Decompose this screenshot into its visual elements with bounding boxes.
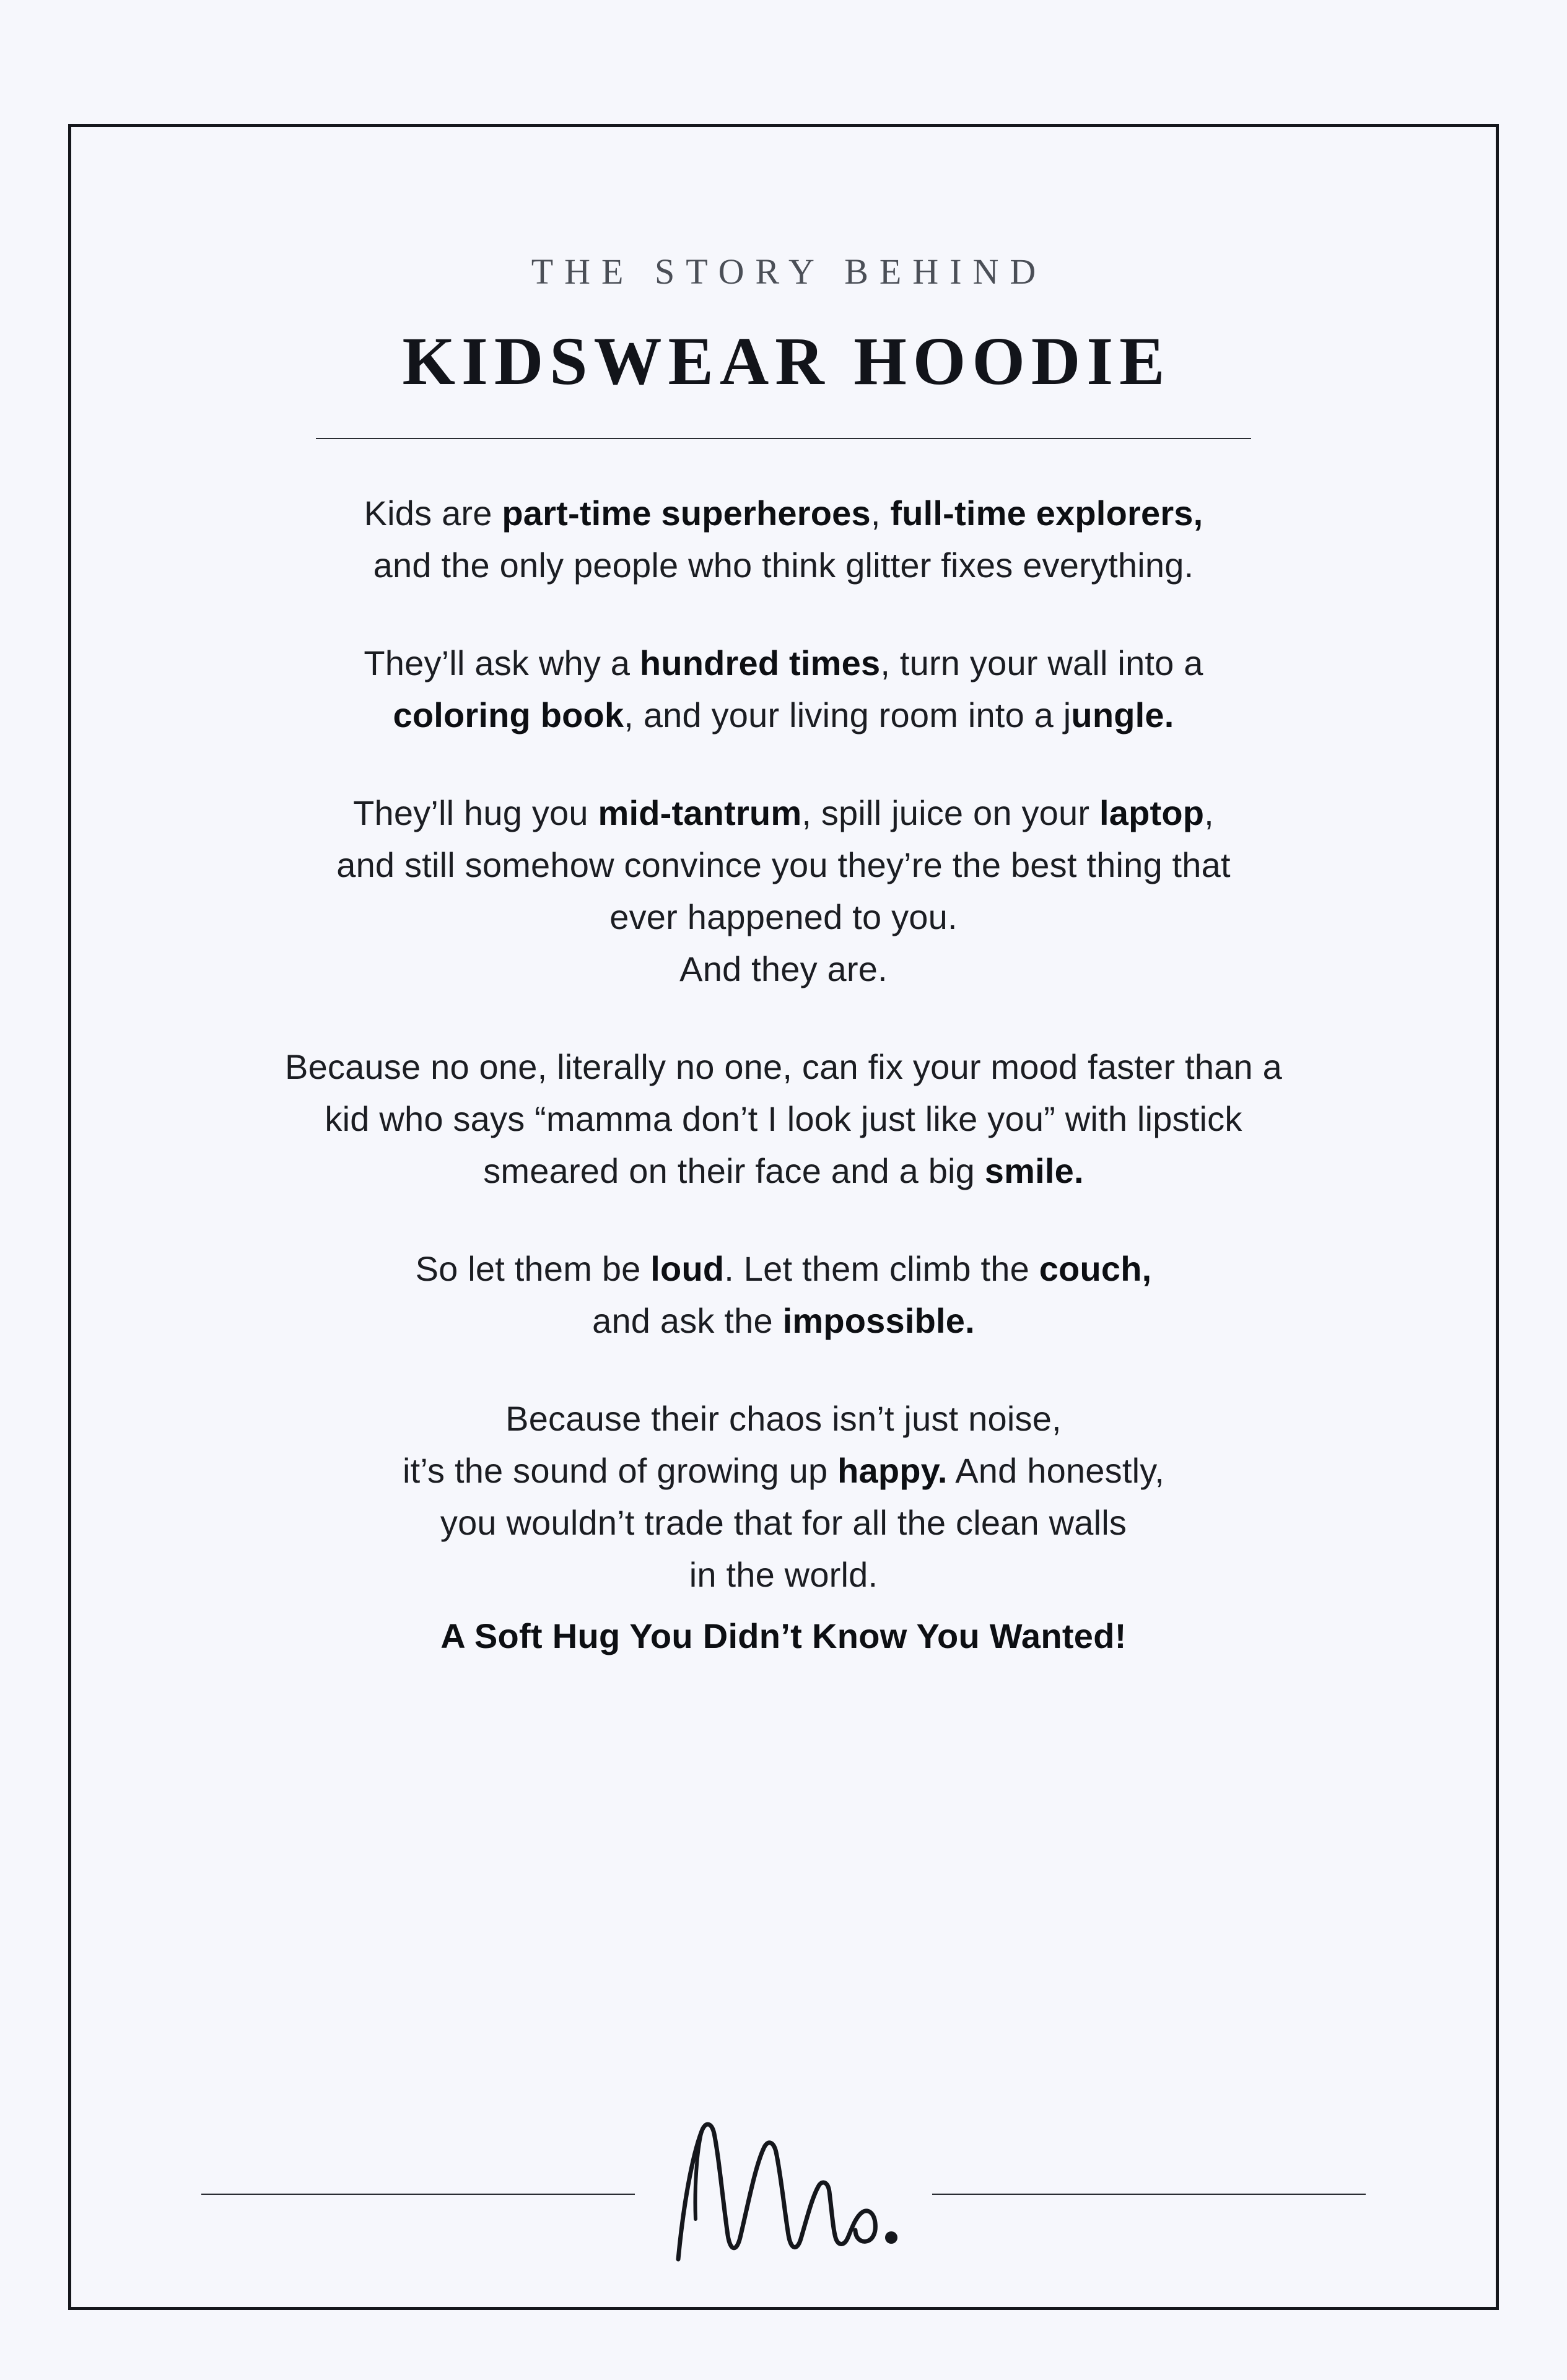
story-body [133, 487, 1434, 1601]
signature-rule-right [932, 2194, 1366, 2195]
body-text: . Let them climb the [724, 1249, 1039, 1288]
emphasis-text: couch, [1039, 1249, 1152, 1288]
card-inner [71, 127, 1496, 2307]
body-text: So let them be [415, 1249, 651, 1288]
body-text: , and your living room into a j [624, 695, 1072, 734]
story-card [68, 124, 1499, 2310]
emphasis-text: mid-tantrum [598, 793, 802, 832]
emphasis-text: loud [650, 1249, 725, 1288]
body-text: Kids are [364, 494, 502, 533]
emphasis-text: smile. [984, 1151, 1084, 1190]
body-text: Because no one, literally no one, can fix your mood faster than a [285, 1047, 1282, 1086]
story-paragraph [133, 487, 1434, 591]
body-text: And honestly, [947, 1451, 1165, 1490]
eyebrow-label: THE STORY BEHIND [531, 251, 1047, 292]
body-text: smeared on their face and a big [483, 1151, 985, 1190]
body-text: and the only people who think glitter fixes everything. [373, 546, 1194, 585]
story-paragraph [133, 1243, 1434, 1347]
title-divider [316, 438, 1251, 439]
emphasis-text: happy. [837, 1451, 948, 1490]
signature-row [71, 2114, 1496, 2275]
story-paragraph [133, 637, 1434, 741]
body-text: , turn your wall into a [880, 643, 1203, 682]
body-text: ever happened to you. [609, 897, 958, 936]
closing-tagline: A Soft Hug You Didn’t Know You Wanted! [440, 1616, 1127, 1655]
body-text: They’ll ask why a [364, 643, 640, 682]
body-text: And they are. [679, 949, 888, 988]
emphasis-text: laptop [1099, 793, 1205, 832]
emphasis-text: full-time explorers, [890, 494, 1203, 533]
body-text: and ask the [592, 1301, 783, 1340]
body-text: , [1204, 793, 1214, 832]
emphasis-text: hundred times [639, 643, 881, 682]
story-paragraph [133, 1393, 1434, 1601]
body-text: , [870, 494, 891, 533]
story-paragraph [133, 787, 1434, 995]
emphasis-text: part-time superheroes [502, 494, 871, 533]
body-text: kid who says “mamma don’t I look just like you” with lipstick [325, 1099, 1242, 1138]
body-text: in the world. [689, 1555, 878, 1594]
body-text: you wouldn’t trade that for all the clean walls [440, 1503, 1127, 1542]
manto-signature-icon [635, 2114, 932, 2275]
body-text: They’ll hug you [353, 793, 598, 832]
story-paragraph [133, 1041, 1434, 1197]
body-text: Because their chaos isn’t just noise, [505, 1399, 1062, 1438]
body-text: , spill juice on your [801, 793, 1099, 832]
page-title: KIDSWEAR HOODIE [402, 323, 1171, 399]
emphasis-text: coloring book [393, 695, 624, 734]
body-text: and still somehow convince you they’re the best thing that [336, 845, 1231, 884]
body-text: it’s the sound of growing up [402, 1451, 838, 1490]
emphasis-text: impossible. [782, 1301, 975, 1340]
signature-rule-left [201, 2194, 635, 2195]
emphasis-text: ungle. [1071, 695, 1174, 734]
